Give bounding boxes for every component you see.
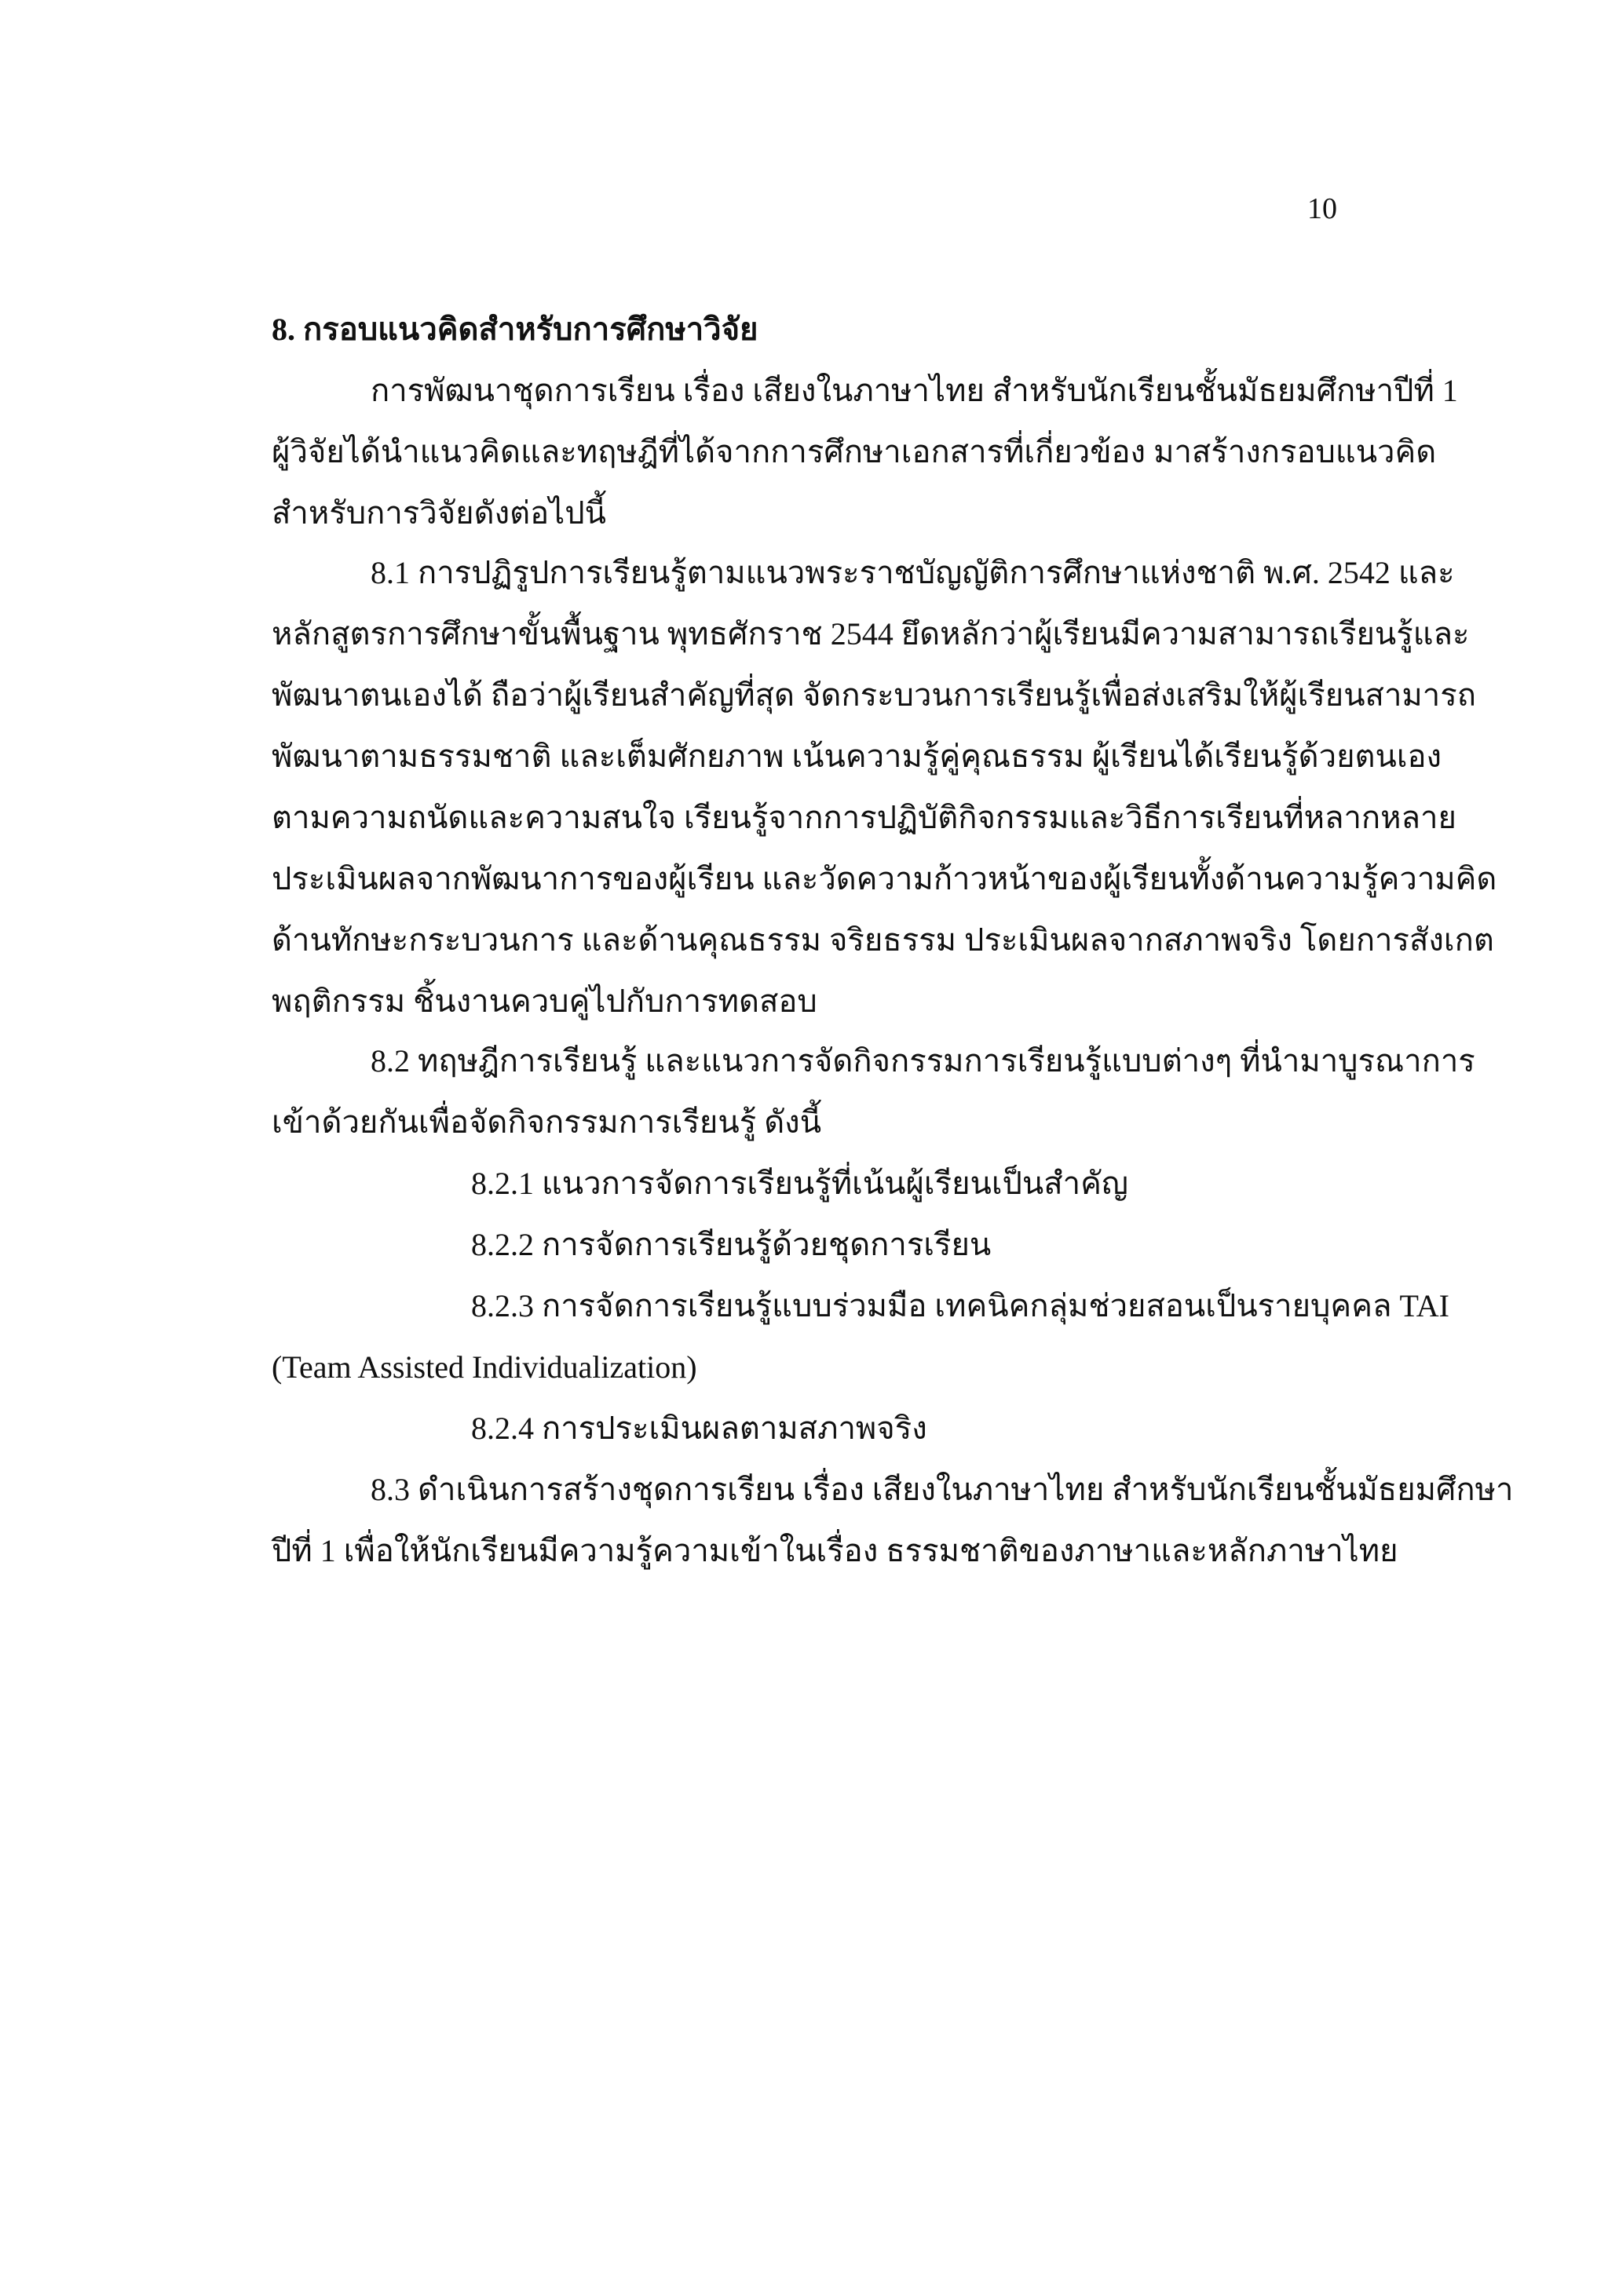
paragraph-line: 8.3 ดำเนินการสร้างชุดการเรียน เรื่อง เสียงในภาษาไทย สำหรับนักเรียนชั้นมัธยมศึกษา (371, 1472, 1514, 1507)
paragraph-line: ผู้วิจัยได้นำแนวคิดและทฤษฎีที่ได้จากการศึกษาเอกสารที่เกี่ยวข้อง มาสร้างกรอบแนวคิด (272, 434, 1437, 469)
paragraph-line: พฤติกรรม ชิ้นงานควบคู่ไปกับการทดสอบ (272, 984, 817, 1019)
list-item: 8.2.4 การประเมินผลตามสภาพจริง (471, 1411, 927, 1446)
paragraph-line: พัฒนาตนเองได้ ถือว่าผู้เรียนสำคัญที่สุด จัดกระบวนการเรียนรู้เพื่อส่งเสริมให้ผู้เรียนสามารถ (272, 677, 1476, 713)
paragraph-line: ตามความถนัดและความสนใจ เรียนรู้จากการปฏิบัติกิจกรรมและวิธีการเรียนที่หลากหลาย (272, 800, 1456, 835)
page-number: 10 (1307, 192, 1337, 225)
paragraph-line: การพัฒนาชุดการเรียน เรื่อง เสียงในภาษาไทย สำหรับนักเรียนชั้นมัธยมศึกษาปีที่ 1 (371, 373, 1458, 408)
list-item: 8.2.1 แนวการจัดการเรียนรู้ที่เน้นผู้เรียนเป็นสำคัญ (471, 1166, 1128, 1201)
paragraph-line: ประเมินผลจากพัฒนาการของผู้เรียน และวัดความก้าวหน้าของผู้เรียนทั้งด้านความรู้ความคิด (272, 861, 1497, 896)
paragraph-line: หลักสูตรการศึกษาขั้นพื้นฐาน พุทธศักราช 2544 ยึดหลักว่าผู้เรียนมีความสามารถเรียนรู้และ (272, 616, 1470, 652)
section-heading: 8. กรอบแนวคิดสำหรับการศึกษาวิจัย (272, 312, 758, 347)
paragraph-line: 8.1 การปฏิรูปการเรียนรู้ตามแนวพระราชบัญญัติการศึกษาแห่งชาติ พ.ศ. 2542 และ (371, 555, 1455, 590)
paragraph-line: ด้านทักษะกระบวนการ และด้านคุณธรรม จริยธรรม ประเมินผลจากสภาพจริง โดยการสังเกต (272, 922, 1494, 958)
paragraph-line: 8.2 ทฤษฎีการเรียนรู้ และแนวการจัดกิจกรรมการเรียนรู้แบบต่างๆ ที่นำมาบูรณาการ (371, 1043, 1475, 1079)
paragraph-line: พัฒนาตามธรรมชาติ และเต็มศักยภาพ เน้นความรู้คู่คุณธรรม ผู้เรียนได้เรียนรู้ด้วยตนเอง (272, 739, 1442, 774)
list-item: 8.2.3 การจัดการเรียนรู้แบบร่วมมือ เทคนิคกลุ่มช่วยสอนเป็นรายบุคคล TAI (471, 1288, 1449, 1323)
list-item: 8.2.2 การจัดการเรียนรู้ด้วยชุดการเรียน (471, 1227, 992, 1262)
paragraph-line: เข้าด้วยกันเพื่อจัดกิจกรรมการเรียนรู้ ดังนี้ (272, 1104, 822, 1140)
paragraph-line: ปีที่ 1 เพื่อให้นักเรียนมีความรู้ความเข้าในเรื่อง ธรรมชาติของภาษาและหลักภาษาไทย (272, 1533, 1398, 1568)
paragraph-line: สำหรับการวิจัยดังต่อไปนี้ (272, 495, 606, 531)
paragraph-line: (Team Assisted Individualization) (272, 1349, 697, 1385)
